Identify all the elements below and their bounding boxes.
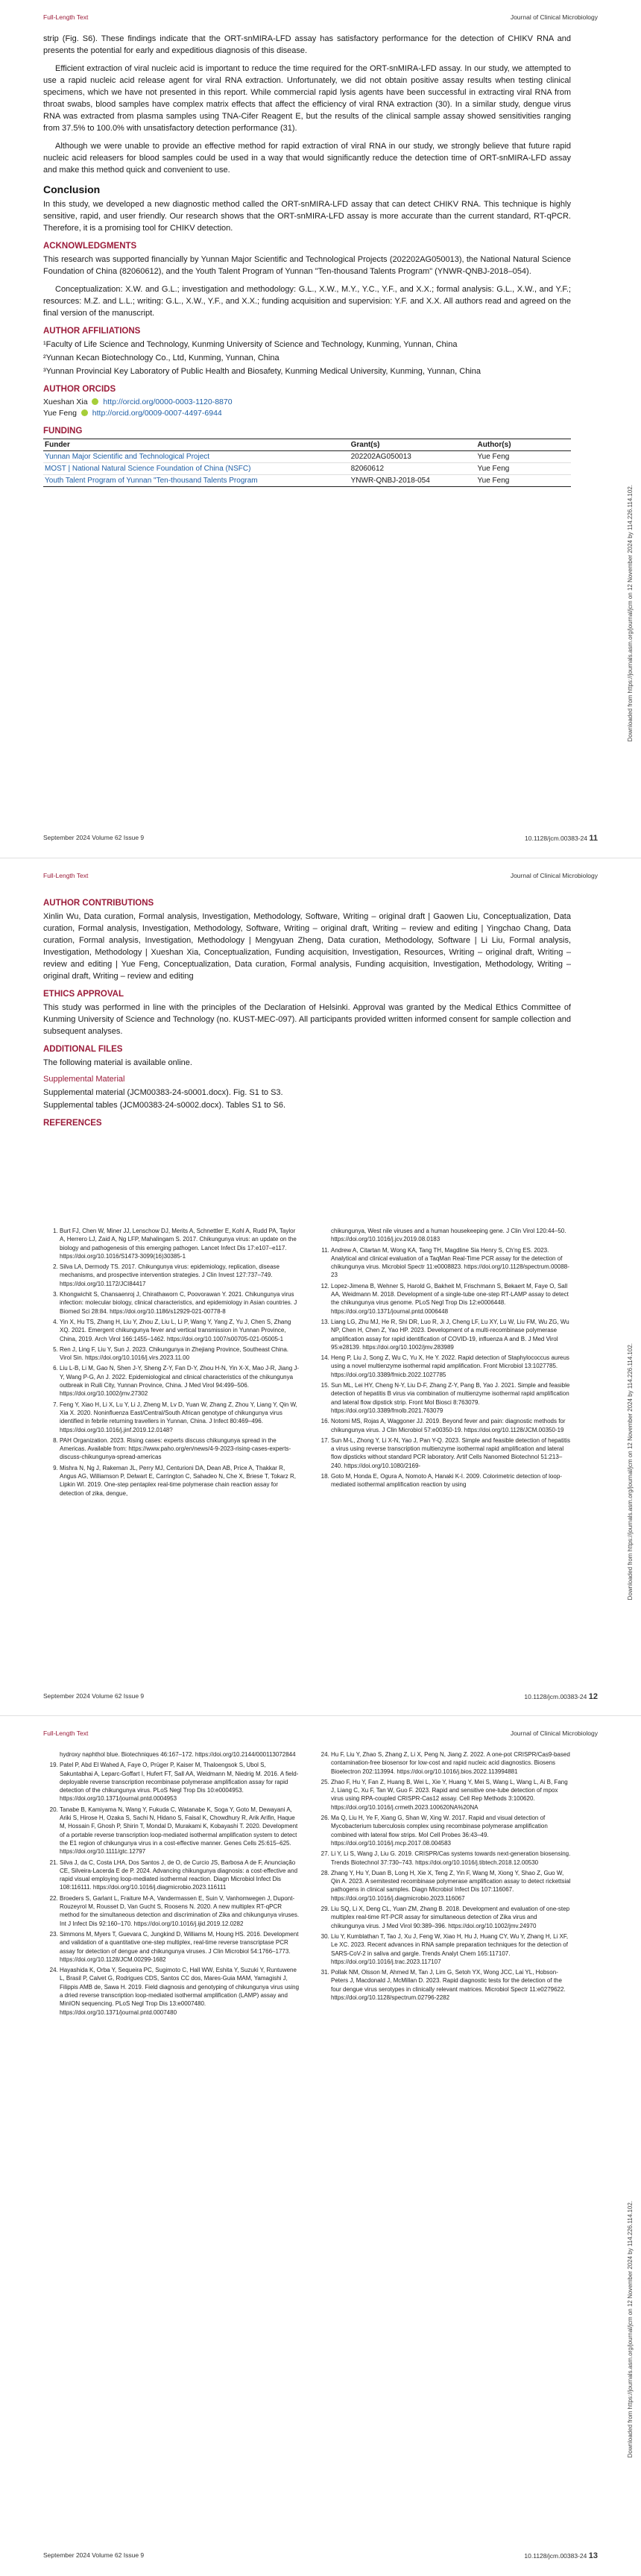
footer-doi: 10.1128/jcm.00383-24 bbox=[524, 1693, 587, 1700]
reference-item: 31. Pollak NM, Olsson M, Ahmed M, Tan J, Lim G, Setoh YX, Wong JCC, Lai YL, Hobson-Peters J, Macdonald J, McMillan D. 2023. Rapid diagnostic tests for the detection of the four dengue virus serotypes in clinically relevant matrices. Microbiol Spectr 11:e0279622. https://doi.org/10.1128/spectrum.02796-2282 bbox=[331, 1968, 571, 2002]
table-row bbox=[43, 475, 571, 487]
reference-item: 28. Zhang Y, Hu Y, Duan B, Long H, Xie X, Teng Z, Yin F, Wang M, Xiong Y, Shao Z, Guo W, Qin A. 2023. A semitested recombinase polymerase amplification assay to detect rickettsial pathogens in clinical samples. Diagn Microbiol Infect Dis 107:116067. https://doi.org/10.1016/j.diagmicrobio.2023.116067 bbox=[331, 1869, 571, 1903]
reference-item: 12. Lopez-Jimena B, Wehner S, Harold G, Bakheit M, Frischmann S, Bekaert M, Faye O, Sall AA, Weidmann M. 2018. Development of a single-tube one-step RT-LAMP assay to detect the chikungunya virus genome. PLoS Negl Trop Dis 12:e0006448. https://doi.org/10.1371/journal.pntd.0006448 bbox=[331, 1282, 571, 1316]
funding-col-grants: Grant(s) bbox=[350, 439, 476, 451]
affiliation-item: ¹Faculty of Life Science and Technology, Kunming University of Science and Technology, Kunming, Yunnan, China bbox=[43, 340, 458, 349]
page-11 bbox=[0, 0, 641, 858]
page-12 bbox=[0, 858, 641, 1716]
paragraph: Efficient extraction of viral nucleic acid is important to reduce the time required for the ORT-snMIRA-LFD assay. In our study, we attempted to use a rapid nucleic acid release agent for viral RNA extraction. Unfortunately, we did not obtain positive assay results when testing clinical specimens, which we have not presented in this report. While commercial rapid lysis agents have been successful in extracting viral RNA from throat swabs, blood samples have complex matrix effects that affect the efficiency of viral RNA extraction (30). In a similar study, dengue virus RNA was extracted from plasma samples using TNA-Cifer Reagent E, but the results of the clinical sample assay showed sensitivities ranging from 37.5% to 100.0% with unsatisfactory detection performance (31). bbox=[43, 64, 571, 133]
orcids-heading: AUTHOR ORCIDS bbox=[43, 385, 116, 394]
page-12-content bbox=[43, 891, 571, 1131]
funding-col-authors: Author(s) bbox=[476, 439, 571, 451]
funder-link[interactable]: MOST | National Natural Science Foundation of China (NSFC) bbox=[45, 465, 251, 473]
reference-item: 18. Goto M, Honda E, Ogura A, Nomoto A, Hanaki K-I. 2009. Colorimetric detection of loop-mediated isothermal amplification reaction by using bbox=[331, 1472, 571, 1489]
footer-issue: September 2024 Volume 62 Issue 9 bbox=[43, 2551, 145, 2559]
running-head bbox=[43, 1730, 598, 1740]
supplemental-heading: Supplemental Material bbox=[43, 1075, 125, 1084]
orcid-icon bbox=[81, 409, 88, 416]
paragraph: strip (Fig. S6). These findings indicate that the ORT-snMIRA-LFD assay has satisfactory performance for the detection of CHIKV RNA and presents the potential for early and expeditious diagnosis of this disease. bbox=[43, 34, 571, 55]
reference-item: 23. Simmons M, Myers T, Guevara C, Jungkind D, Williams M, Houng HS. 2016. Development and validation of a quantitative one-step multiplex, real-time reverse transcriptase PCR assay for detection of dengue and chikungunya viruses. J Clin Microbiol 54:1766–1773. https://doi.org/10.1128/JCM.00299-1682 bbox=[60, 1930, 300, 1964]
reference-item: 7. Feng Y, Xiao H, Li X, Lu Y, Li J, Zheng M, Lv D, Yuan W, Zhang Z, Zhou Y, Liang Y, Qin W, Xia X. 2020. Noninfluenza East/Central/South African genotype of chikungunya virus identified in febrile returning travellers in Yunnan, China. J Infect 80:469–496. https://doi.org/10.1016/j.jinf.2019.12.0148? bbox=[60, 1401, 300, 1434]
references-column-left bbox=[43, 1750, 300, 2019]
orcid-link[interactable]: http://orcid.org/0009-0007-4497-6944 bbox=[92, 409, 222, 418]
page-11-content bbox=[43, 33, 571, 487]
reference-item: 15. Sun ML, Lei HY, Cheng N-Y, Liu D-F, Zhang Z-Y, Pang B, Yao J. 2021. Simple and feasible detection of hepatitis B virus via combination of multienzyme isothermal rapid amplification and lateral flow dipstick strip. Front Mol Biosci 8:763079. https://doi.org/10.3389/fmolb.2021.763079 bbox=[331, 1381, 571, 1415]
page-number: 13 bbox=[588, 2551, 598, 2560]
conclusion-heading: Conclusion bbox=[43, 183, 101, 195]
supplemental-item[interactable]: Supplemental material (JCM00383-24-s0001.docx). Fig. S1 to S3. bbox=[43, 1088, 283, 1097]
reference-item: 29. Liu SQ, Li X, Deng CL, Yuan ZM, Zhang B. 2018. Development and evaluation of one-step multiplex real-time RT-PCR assay for simultaneous detection of Zika virus and chikungunya virus. J Med Virol 90:389–396. https://doi.org/10.1002/jmv.24970 bbox=[331, 1905, 571, 1930]
download-note: Downloaded from https://journals.asm.org/journal/jcm on 12 November 2024 by 114.226.114.102. bbox=[627, 1343, 634, 1600]
reference-item: 19. Patel P, Abd El Wahed A, Faye O, Prüger P, Kaiser M, Thaloengsok S, Ubol S, Sakuntabhai A, Leparc-Goffart I, Hufert FT, Sall AA, Weidmann M, Niedrig M. 2016. A field-deployable reverse transcription recombinase polymerase amplification assay for rapid detection of the chikungunya virus. PLoS Negl Trop Dis 10:e0004953. https://doi.org/10.1371/journal.pntd.0004953 bbox=[60, 1761, 300, 1803]
reference-item: 14. Heng P, Liu J, Song Z, Wu C, Yu X, He Y. 2022. Rapid detection of Staphylococcus aureus using a novel multienzyme isothermal rapid amplification. Front Microbiol 13:1027785. https://doi.org/10.3389/fmicb.2022.1027785 bbox=[331, 1354, 571, 1379]
reference-item: 5. Ren J, Ling F, Liu Y, Sun J. 2023. Chikungunya in Zhejiang Province, Southeast China. Virol Sin. https://doi.org/10.1016/j.virs.2023.11.00 bbox=[60, 1345, 300, 1363]
funding-heading: FUNDING bbox=[43, 427, 83, 436]
footer-issue: September 2024 Volume 62 Issue 9 bbox=[43, 1692, 145, 1700]
reference-item: 24. Hu F, Liu Y, Zhao S, Zhang Z, Li X, Peng N, Jiang Z. 2022. A one-pot CRISPR/Cas9-based contamination-free biosensor for low-cost and rapid nucleic acid diagnostics. Biosens Bioelectron 202:113994. https://doi.org/10.1016/j.bios.2022.113994881 bbox=[331, 1750, 571, 1776]
acknowledgments-text: Conceptualization: X.W. and G.L.; investigation and methodology: G.L., X.W., M.Y., Y.C., Y.F., and X.X.; formal analysis: G.L., X.W., and Y.F.; resources: M.Z. and L.L.; writing: G.L., X.W., Y.F., and X.X.; funding acquisition and supervision: Y.F. and X.X. All authors read and agreed on the final version of the manuscript. bbox=[43, 285, 571, 318]
footer-doi-wrap bbox=[524, 1692, 598, 1701]
reference-item: 24. Hayashida K, Orba Y, Sequeira PC, Sugimoto C, Hall WW, Eshita Y, Suzuki Y, Runtuwene L, Brasil P, Calvet G, Rodrigues CDS, Santos CC dos, Mares-Guia MAM, Yamagishi J, Filippis AMB de, Sawa H. 2019. Field diagnosis and genotyping of chikungunya virus using a dried reverse transcription loop-mediated isothermal amplification (LAMP) assay and MinION sequencing. PLoS Negl Trop Dis 13:e0007480. https://doi.org/10.1371/journal.pntd.0007480 bbox=[60, 1966, 300, 2017]
funder-link[interactable]: Yunnan Major Scientific and Technological Project bbox=[45, 453, 210, 461]
affiliation-item: ³Yunnan Provincial Key Laboratory of Public Health and Biosafety, Kunming Medical University, Kunming, Yunnan, China bbox=[43, 367, 481, 376]
ethics-text: This study was performed in line with the principles of the Declaration of Helsinki. Approval was granted by the Medical Ethics Committee of Kunming University of Science and Technology (no. KUST-MEC-097). All participants provided written informed consent for sample collection and subsequent analyses. bbox=[43, 1003, 571, 1036]
references-column-right bbox=[315, 1227, 571, 1500]
reference-item: 4. Yin X, Hu TS, Zhang H, Liu Y, Zhou Z, Liu L, Li P, Wang Y, Yang Z, Yu J, Chen S, Zhang XQ. 2021. Emergent chikungunya fever and vertical transmission in Yunnan Province, China, 2019. Arch Virol 166:1455–1462. https://doi.org/10.1007/s00705-021-05005-1 bbox=[60, 1318, 300, 1343]
orcid-link[interactable]: http://orcid.org/0000-0003-1120-8870 bbox=[103, 398, 233, 406]
footer-doi: 10.1128/jcm.00383-24 bbox=[525, 835, 587, 842]
page-number: 11 bbox=[589, 834, 598, 843]
additional-files-heading: ADDITIONAL FILES bbox=[43, 1045, 123, 1054]
download-note: Downloaded from https://journals.asm.org/journal/jcm on 12 November 2024 by 114.226.114.102. bbox=[627, 2201, 634, 2458]
reference-item: 20. Tanabe B, Kamiyama N, Wang Y, Fukuda C, Watanabe K, Soga Y, Goto M, Dewayani A, Ariki S, Hirose H, Ozaka S, Sachi N, Hidano S, Faisal K, Chowdhury R, Arik Arifin, Haque M, Hossain F, Ghosh P, Shirin T, Mondal D, Murakami K, Kobayashi T. 2020. Development of a portable reverse transcription loop-mediated isothermal amplification system to detect the E1 region of chikungunya virus in a cost-effective manner. Genes Cells 25:615–625. https://doi.org/10.1111/gtc.12797 bbox=[60, 1806, 300, 1856]
reference-item: 13. Liang LG, Zhu MJ, He R, Shi DR, Luo R, Ji J, Cheng LF, Lu XY, Lu W, Liu FM, Wu ZG, Wu NP, Chen H, Chen Z, Yao HP. 2023. Development of a multi-recombinase polymerase amplification assay for rapid identification of COVID-19, influenza A and B. J Med Virol 95:e28139. https://doi.org/10.1002/jmv.283989 bbox=[331, 1318, 571, 1351]
paragraph: Although we were unable to provide an effective method for rapid extraction of viral RNA in our study, we strongly believe that future rapid nucleic acid releasers for blood samples could be used in a way that would significantly reduce the detection time of ORT-snMIRA-LFD assay and make this method quick and convenient to use. bbox=[43, 142, 571, 175]
reference-item: 6. Liu L-B, Li M, Gao N, Shen J-Y, Sheng Z-Y, Fan D-Y, Zhou H-N, Yin X-X, Mao J-R, Jiang J-Y, Wang P-G, An J. 2022. Epidemiological and clinical characteristics of the chikungunya outbreak in Ruili City, Yunnan Province, China. J Med Virol 94:499–506. https://doi.org/10.1002/jmv.27302 bbox=[60, 1364, 300, 1398]
orcid-entry bbox=[43, 397, 571, 408]
reference-item: 2. Silva LA, Dermody TS. 2017. Chikungunya virus: epidemiology, replication, disease mechanisms, and prospective intervention strategies. J Clin Invest 127:737–749. https://doi.org/10.1172/JCI84417 bbox=[60, 1263, 300, 1288]
author-cell: Yue Feng bbox=[476, 475, 571, 487]
reference-item: 26. Ma Q, Liu H, Ye F, Xiang G, Shan W, Xing W. 2017. Rapid and visual detection of Mycobacterium tuberculosis complex using recombinase polymerase amplification combined with lateral flow strips. Mol Cell Probes 36:43–49. https://doi.org/10.1016/j.mcp.2017.08.004583 bbox=[331, 1814, 571, 1847]
reference-item: 21. Silva J, da C, Costa LHA, Dos Santos J, de O, de Curcio JS, Barbosa A de F, Anunciação CE, Silveira-Lacerda E de P. 2024. Advancing chikungunya diagnosis: a cost-effective and rapid visual employing loop-mediated isothermal reaction. Diagn Microbiol Infect Dis 108:116111. https://doi.org/10.1016/j.diagmicrobio.2023.116111 bbox=[60, 1859, 300, 1892]
author-cell: Yue Feng bbox=[476, 463, 571, 475]
funding-col-funder: Funder bbox=[43, 439, 350, 451]
reference-item: 9. Mishra N, Ng J, Rakeman JL, Perry MJ, Centurioni DA, Dean AB, Price A, Thakkar R, Angus AG, Williamson P, Delwart E, Carrington C, Sahadeo N, Che X, Briese T, Tokarz R, Lipkin WI. 2019. One-step pentaplex real-time polymerase chain reaction assay for detection of zika, dengue, bbox=[60, 1464, 300, 1498]
supplemental-item[interactable]: Supplemental tables (JCM00383-24-s0002.docx). Tables S1 to S6. bbox=[43, 1101, 286, 1110]
orcid-entry bbox=[43, 408, 571, 419]
references-list bbox=[43, 1750, 571, 2019]
grant-cell: 82060612 bbox=[350, 463, 476, 475]
reference-item: 30. Liu Y, Kumblathan T, Tao J, Xu J, Feng W, Xiao H, Hu J, Huang CY, Wu Y, Zhang H, Li XF, Le XC. 2023. Recent advances in RNA sample preparation techniques for the detection of SARS-CoV-2 in saliva and gargle. Trends Analyt Chem 165:117107. https://doi.org/10.1016/j.trac.2023.117107 bbox=[331, 1932, 571, 1966]
author-cell: Yue Feng bbox=[476, 451, 571, 463]
orcid-icon bbox=[92, 398, 98, 405]
acknowledgments-heading: ACKNOWLEDGMENTS bbox=[43, 242, 137, 251]
running-head-left: Full-Length Text bbox=[43, 13, 89, 21]
references-list bbox=[43, 1227, 571, 1500]
page-number: 12 bbox=[588, 1692, 598, 1701]
footer-doi: 10.1128/jcm.00383-24 bbox=[524, 2552, 587, 2560]
table-row bbox=[43, 451, 571, 463]
page-13 bbox=[0, 1715, 641, 2576]
reference-item: 27. Li Y, Li S, Wang J, Liu G. 2019. CRISPR/Cas systems towards next-generation biosensing. Trends Biotechnol 37:730–743. https://doi.org/10.1016/j.tibtech.2018.12.00530 bbox=[331, 1850, 571, 1867]
orcid-author-name: Xueshan Xia bbox=[43, 398, 88, 406]
running-head bbox=[43, 872, 598, 882]
page-footer bbox=[43, 2551, 598, 2562]
download-note: Downloaded from https://journals.asm.org/journal/jcm on 12 November 2024 by 114.226.114.102. bbox=[627, 485, 634, 742]
page-footer bbox=[43, 1692, 598, 1703]
reference-item: 17. Sun M-L, Zhong Y, Li X-N, Yao J, Pan Y-Q. 2023. Simple and feasible detection of hepatitis a virus using reverse transcription multienzyme isothermal rapid amplification and lateral flow dipsticks without standard PCR laboratory. Artif Cells Nanomed Biotechnol 51:213–240. https://doi.org/10.1080/2169- bbox=[331, 1436, 571, 1470]
funder-link[interactable]: Youth Talent Program of Yunnan "Ten-thousand Talents Program bbox=[45, 477, 258, 485]
grant-cell: YNWR-QNBJ-2018-054 bbox=[350, 475, 476, 487]
running-head-left: Full-Length Text bbox=[43, 1730, 89, 1737]
affiliations-heading: AUTHOR AFFILIATIONS bbox=[43, 327, 141, 336]
footer-doi-wrap bbox=[525, 834, 598, 843]
orcid-author-name: Yue Feng bbox=[43, 409, 77, 418]
reference-item: 1. Burt FJ, Chen W, Miner JJ, Lenschow DJ, Merits A, Schnettler E, Kohl A, Rudd PA, Taylor A, Herrero LJ, Zaid A, Ng LFP, Mahalingam S. 2017. Chikungunya virus: an update on the biology and pathogenesis of this emerging pathogen. Lancet Infect Dis 17:e107–e117. https://doi.org/10.1016/S1473-3099(16)30385-1 bbox=[60, 1227, 300, 1260]
reference-item: 11. Andrew A, Citartan M, Wong KA, Tang TH, Magdline Sia Henry S, Ch'ng ES. 2023. Analytical and clinical evaluation of a TaqMan Real-Time PCR assay for the detection of chikungunya virus. Microbiol Spectr 11:e0008823. https://doi.org/10.1128/spectrum.00088-23 bbox=[331, 1246, 571, 1280]
reference-item: 16. Notomi MS, Rojas A, Waggoner JJ. 2019. Beyond fever and pain: diagnostic methods for chikungunya virus. J Clin Microbiol 57:e00350-19. https://doi.org/10.1128/JCM.00350-19 bbox=[331, 1417, 571, 1434]
funding-table bbox=[43, 439, 571, 487]
running-head-right: Journal of Clinical Microbiology bbox=[510, 1730, 598, 1737]
running-head-right: Journal of Clinical Microbiology bbox=[510, 13, 598, 21]
affiliation-item: ²Yunnan Kecan Biotechnology Co., Ltd, Kunming, Yunnan, China bbox=[43, 354, 280, 362]
references-column-left bbox=[43, 1227, 300, 1500]
grant-cell: 202202AG050013 bbox=[350, 451, 476, 463]
funding-header-row bbox=[43, 439, 571, 451]
table-row bbox=[43, 463, 571, 475]
conclusion-text: In this study, we developed a new diagnostic method called the ORT-snMIRA-LFD assay that can detect CHIKV RNA. This technique is highly sensitive, rapid, and user friendly. Our research shows that the ORT-snMIRA-LFD assay is more accurate than the current standard, RT-qPCR. Therefore, it is a promising tool for CHIKV detection. bbox=[43, 200, 571, 233]
running-head-left: Full-Length Text bbox=[43, 872, 89, 879]
page-footer bbox=[43, 834, 598, 844]
reference-item: 22. Broeders S, Garlant L, Fraiture M-A, Vandermassen E, Suin V, Vanhomwegen J, Dupont-Rouzeyrol M, Rousset D, Van Gucht S, Roosens N. 2020. A new multiplex RT-qPCR method for the simultaneous detection and discrimination of Zika and chikungunya viruses. Int J Infect Dis 92:160–170. https://doi.org/10.1016/j.ijid.2019.12.0282 bbox=[60, 1894, 300, 1928]
references-heading: REFERENCES bbox=[43, 1119, 102, 1128]
acknowledgments-text: This research was supported financially by Yunnan Major Scientific and Technological Projects (202202AG050013), the National Natural Science Foundation of China (82060612), and the Youth Talent Program of Yunnan "Ten-thousand Talents Program" (YNWR-QNBJ-2018–054). bbox=[43, 255, 571, 276]
footer-issue: September 2024 Volume 62 Issue 9 bbox=[43, 834, 145, 841]
running-head-right: Journal of Clinical Microbiology bbox=[510, 872, 598, 879]
reference-continuation: hydroxy naphthol blue. Biotechniques 46:167–172. https://doi.org/10.2144/000113072844 bbox=[60, 1751, 296, 1758]
contributions-text: Xinlin Wu, Data curation, Formal analysis, Investigation, Methodology, Software, Writing – original draft | Gaowen Liu, Conceptualization, Data curation, Formal analysis, Investigation, Methodology, Software, Writing – original draft, Writing – review and editing | Yingchao Chang, Data curation, Formal analysis, Investigation, Methodology | Mengyuan Zheng, Data curation, Methodology, Software | Li Liu, Formal analysis, Investigation, Methodology | Xueshan Xia, Conceptualization, Funding acquisition, Investigation, Resources, Writing – original draft, Writing – review and editing | Yue Feng, Conceptualization, Data curation, Formal analysis, Funding acquisition, Investigation, Methodology, Writing – original draft, Writing – review and editing bbox=[43, 912, 571, 981]
reference-item: 3. Khongwichit S, Chansaenroj J, Chirathaworn C, Poovorawan Y. 2021. Chikungunya virus infection: molecular biology, clinical characteristics, and epidemiology in Asian countries. J Biomed Sci 28:84. https://doi.org/10.1186/s12929-021-00778-8 bbox=[60, 1290, 300, 1316]
additional-files-text: The following material is available online. bbox=[43, 1058, 192, 1067]
references-column-right bbox=[315, 1750, 571, 2019]
footer-doi-wrap bbox=[524, 2551, 598, 2560]
reference-item: 8. PAH Organization. 2023. Rising cases: experts discuss chikungunya spread in the Americas. Available from: https://www.paho.org/en/news/4-9-2023-rising-cases-experts-discuss-chikungunya-spread-americas bbox=[60, 1436, 300, 1462]
contributions-heading: AUTHOR CONTRIBUTIONS bbox=[43, 899, 154, 908]
reference-item: 25. Zhao F, Hu Y, Fan Z, Huang B, Wei L, Xie Y, Huang Y, Mei S, Wang L, Wang L, Ai B, Fang J, Liang C, Xu F, Tan W, Guo F. 2023. Rapid and sensitive one-tube detection of mpox virus using RPA-coupled CRISPR-Cas12 assay. Cell Rep Methods 3:100620. https://doi.org/10.1016/j.crmeth.2023.100620NA%20NA bbox=[331, 1778, 571, 1812]
ethics-heading: ETHICS APPROVAL bbox=[43, 990, 124, 999]
reference-continuation: chikungunya, West nile viruses and a human housekeeping gene. J Clin Virol 120:44–50. https://doi.org/10.1016/j.jcv.2019.08.0183 bbox=[331, 1228, 566, 1243]
running-head bbox=[43, 13, 598, 24]
